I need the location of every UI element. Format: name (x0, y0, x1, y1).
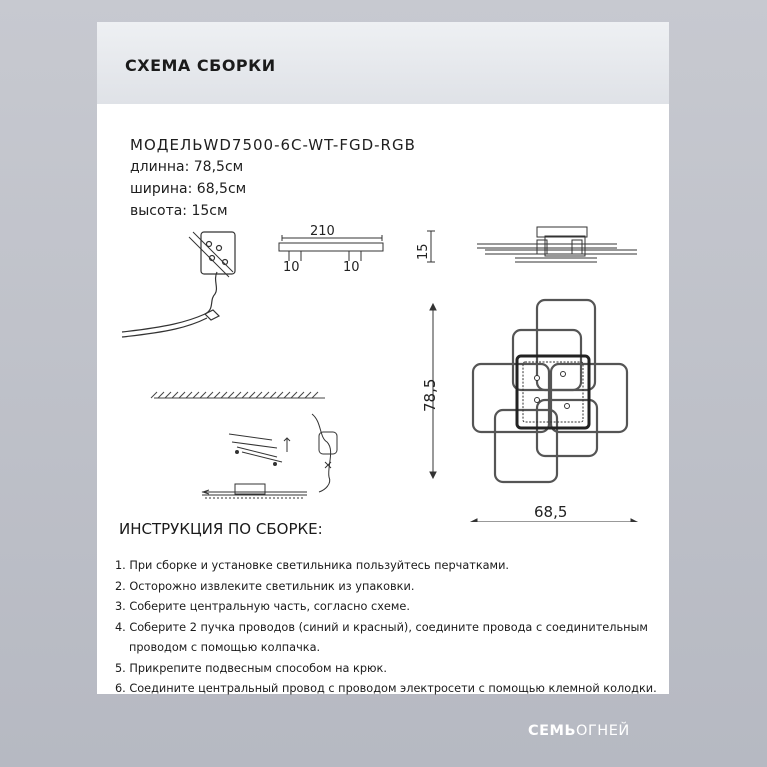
hatch-mark (249, 392, 255, 398)
hatch-mark (270, 392, 276, 398)
bracket-length-label: 210 (310, 224, 335, 239)
instruction-sheet (97, 22, 669, 694)
hatch-mark (193, 392, 199, 398)
hatch-mark (228, 392, 234, 398)
hatch-mark (312, 392, 318, 398)
hatch-mark (298, 392, 304, 398)
hatch-mark (151, 392, 157, 398)
width-dimension-label: 68,5 (534, 503, 568, 521)
hatch-mark (172, 392, 178, 398)
hatch-mark (242, 392, 248, 398)
spec-width: ширина: 68,5см (130, 181, 247, 197)
model-name: МОДЕЛЬWD7500-6C-WT-FGD-RGB (130, 136, 416, 154)
step-4: 4. Соберите 2 пучка проводов (синий и красный), соедините провода с соединительным (115, 620, 648, 634)
bracket-left-offset-label: 10 (283, 260, 300, 275)
hatch-mark (305, 392, 311, 398)
step-3: 3. Соберите центральную часть, согласно схеме. (115, 600, 410, 613)
brand-part-light: ОГНЕЙ (576, 723, 630, 739)
length-dimension-label: 78,5 (421, 378, 439, 412)
hatch-mark (235, 392, 241, 398)
brand-part-bold: СЕМЬ (528, 723, 577, 739)
page-title: СХЕМА СБОРКИ (125, 56, 276, 75)
step-2: 2. Осторожно извлеките светильник из упаковки. (115, 579, 415, 593)
hatch-mark (165, 392, 171, 398)
brand-logo (528, 723, 630, 739)
assembly-drawing (97, 22, 669, 522)
hatch-mark (207, 392, 213, 398)
mounting-illustration (202, 414, 337, 498)
step-1: 1. При сборке и установке светильника пользуйтесь перчатками. (115, 559, 510, 572)
instructions-list (115, 556, 657, 700)
hatch-mark (179, 392, 185, 398)
step-4-continued: проводом с помощью колпачка. (129, 641, 321, 654)
hatch-mark (214, 392, 220, 398)
spec-height: высота: 15см (130, 203, 228, 219)
hatch-mark (200, 392, 206, 398)
side-view (427, 227, 637, 262)
top-view (473, 300, 627, 482)
hatch-mark (158, 392, 164, 398)
height-dimension-label: 15 (416, 243, 431, 260)
step-5: 5. Прикрепите подвесным способом на крюк. (115, 661, 387, 675)
instructions-title: ИНСТРУКЦИЯ ПО СБОРКЕ: (119, 520, 323, 538)
wire-connector-illustration (122, 232, 235, 337)
hatch-mark (256, 392, 262, 398)
step-6: 6. Соедините центральный провод с проводом электросети с помощью клемной колодки. (115, 682, 657, 695)
hatch-mark (263, 392, 269, 398)
hatch-mark (284, 392, 290, 398)
bracket-right-offset-label: 10 (343, 260, 360, 275)
ceiling-hatch (151, 392, 325, 398)
hatch-mark (291, 392, 297, 398)
hatch-mark (277, 392, 283, 398)
spec-length: длинна: 78,5см (130, 159, 244, 175)
hatch-mark (221, 392, 227, 398)
hatch-mark (186, 392, 192, 398)
